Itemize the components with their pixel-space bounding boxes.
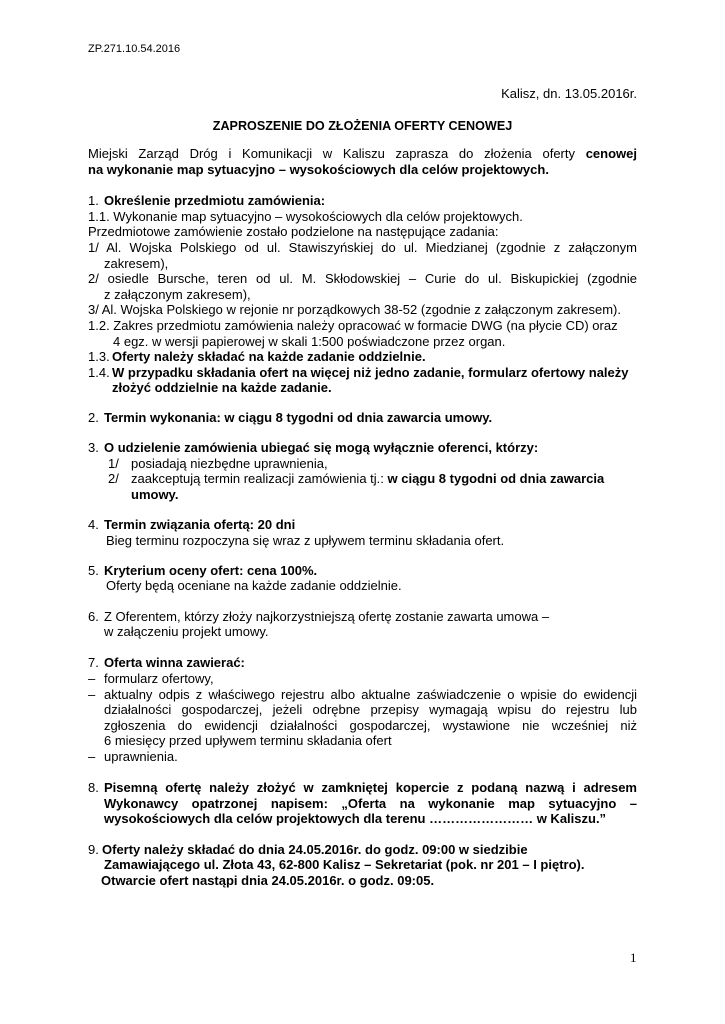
section-6-line-1: Z Oferentem, którzy złoży najkorzystniejszą ofertę zostanie zawarta umowa – <box>104 609 550 624</box>
section-1-3: Oferty należy składać na każde zadanie oddzielnie. <box>112 349 426 364</box>
section-3-item-2-number: 2/ <box>108 471 119 486</box>
section-3-item-1: posiadają niezbędne uprawnienia, <box>131 456 328 471</box>
bullet-dash-icon: – <box>88 671 96 686</box>
section-1-4-line-2: złożyć oddzielnie na każde zadanie. <box>112 380 332 395</box>
section-8-line-1: Pisemną ofertę należy złożyć w zamkniętej kopercie z podaną nazwą i adresem <box>104 780 637 795</box>
document-reference: ZP.271.10.54.2016 <box>88 43 181 55</box>
section-5-text: Oferty będą oceniane na każde zadanie oddzielnie. <box>106 578 402 593</box>
bullet-dash-icon: – <box>88 687 96 702</box>
section-9-number: 9. <box>88 842 99 857</box>
section-9-line-1: Oferty należy składać do dnia 24.05.2016r. do godz. 09:00 w siedzibie <box>102 842 528 857</box>
section-9-line-2: Zamawiającego ul. Złota 43, 62-800 Kalisz – Sekretariat (pok. nr 201 – I piętro). <box>104 857 585 872</box>
section-3-item-2-bold-2: umowy. <box>131 487 179 502</box>
section-9-line-3: Otwarcie ofert nastąpi dnia 24.05.2016r. o godz. 09:05. <box>101 873 435 888</box>
intro-text: Miejski Zarząd Dróg i Komunikacji w Kaliszu zaprasza do złożenia oferty <box>88 146 575 161</box>
section-1-2-line-1: 1.2. Zakres przedmiotu zamówienia należy opracować w formacie DWG (na płycie CD) oraz <box>88 318 618 333</box>
section-5-number: 5. <box>88 563 99 578</box>
section-7-number: 7. <box>88 655 99 670</box>
section-1-4-line-1: W przypadku składania ofert na więcej niż jedno zadanie, formularz ofertowy należy <box>112 365 629 380</box>
section-3-item-1-number: 1/ <box>108 456 119 471</box>
section-8-line-3: wysokościowych dla celów projektowych dla terenu …………………… w Kaliszu.” <box>104 811 607 826</box>
section-3-number: 3. <box>88 440 99 455</box>
section-4-heading: Termin związania ofertą: 20 dni <box>104 517 296 532</box>
section-3-heading: O udzielenie zamówienia ubiegać się mogą wyłącznie oferenci, którzy: <box>104 440 539 455</box>
section-3-item-2-bold: w ciągu 8 tygodni od dnia zawarcia <box>387 471 605 486</box>
section-8-number: 8. <box>88 780 99 795</box>
section-3-item-2-text: zaakceptują termin realizacji zamówienia tj.: <box>131 471 384 486</box>
section-7-item-3: uprawnienia. <box>104 749 178 764</box>
section-7-item-2-line-3: zgłoszenia do ewidencji działalności gospodarczej, wystawione nie wcześniej niż <box>104 718 637 733</box>
section-1-1: 1.1. Wykonanie map sytuacyjno – wysokościowych dla celów projektowych. <box>88 209 523 224</box>
place-date: Kalisz, dn. 13.05.2016r. <box>501 86 637 101</box>
section-6-number: 6. <box>88 609 99 624</box>
task-2-line-2: z załączonym zakresem), <box>104 287 251 302</box>
section-2-text: Termin wykonania: w ciągu 8 tygodni od dnia zawarcia umowy. <box>104 410 493 425</box>
section-7-item-2-line-4: 6 miesięcy przed upływem terminu składania ofert <box>104 733 392 748</box>
section-2-number: 2. <box>88 410 99 425</box>
intro-line-2: na wykonanie map sytuacyjno – wysokościowych dla celów projektowych. <box>88 162 549 177</box>
task-1-line-2: zakresem), <box>104 256 169 271</box>
intro-bold-word: cenowej <box>585 146 637 161</box>
section-5-heading: Kryterium oceny ofert: cena 100%. <box>104 563 318 578</box>
intro-line-1 <box>88 146 637 162</box>
task-2-line-1: 2/ osiedle Bursche, teren od ul. M. Skłodowskiej – Curie do ul. Biskupickiej (zgodnie <box>88 271 637 286</box>
section-7-item-2-line-2: działalności gospodarczej, jeżeli odrębne przepisy wymagają wpisu do rejestru lub <box>104 702 637 717</box>
section-7-heading: Oferta winna zawierać: <box>104 655 245 670</box>
section-1-3-number: 1.3. <box>88 349 110 364</box>
section-3-item-2 <box>131 471 604 487</box>
section-4-number: 4. <box>88 517 99 532</box>
section-7-item-1: formularz ofertowy, <box>104 671 214 686</box>
task-1-line-1: 1/ Al. Wojska Polskiego od ul. Stawiszyńskiej do ul. Miedzianej (zgodnie z załączonym <box>88 240 637 255</box>
section-1-2-line-2: 4 egz. w wersji papierowej w skali 1:500 poświadczone przez organ. <box>113 334 506 349</box>
section-7-item-2-line-1: aktualny odpis z właściwego rejestru albo aktualne zaświadczenie o wpisie do ewidencji <box>104 687 637 702</box>
section-6-line-2: w załączeniu projekt umowy. <box>104 624 269 639</box>
bullet-dash-icon: – <box>88 749 96 764</box>
document-title: ZAPROSZENIE DO ZŁOŻENIA OFERTY CENOWEJ <box>212 119 513 133</box>
task-3: 3/ Al. Wojska Polskiego w rejonie nr porządkowych 38-52 (zgodnie z załączonym zakresem). <box>88 302 621 317</box>
section-1-number: 1. <box>88 193 99 208</box>
section-1-heading: Określenie przedmiotu zamówienia: <box>104 193 326 208</box>
page-number: 1 <box>630 950 637 965</box>
section-1-intro: Przedmiotowe zamówienie zostało podzielone na następujące zadania: <box>88 224 499 239</box>
section-8-line-2: Wykonawcy opatrzonej napisem: „Oferta na wykonanie map sytuacyjno – <box>104 796 637 811</box>
section-1-4-number: 1.4. <box>88 365 110 380</box>
section-4-text: Bieg terminu rozpoczyna się wraz z upływem terminu składania ofert. <box>106 533 505 548</box>
